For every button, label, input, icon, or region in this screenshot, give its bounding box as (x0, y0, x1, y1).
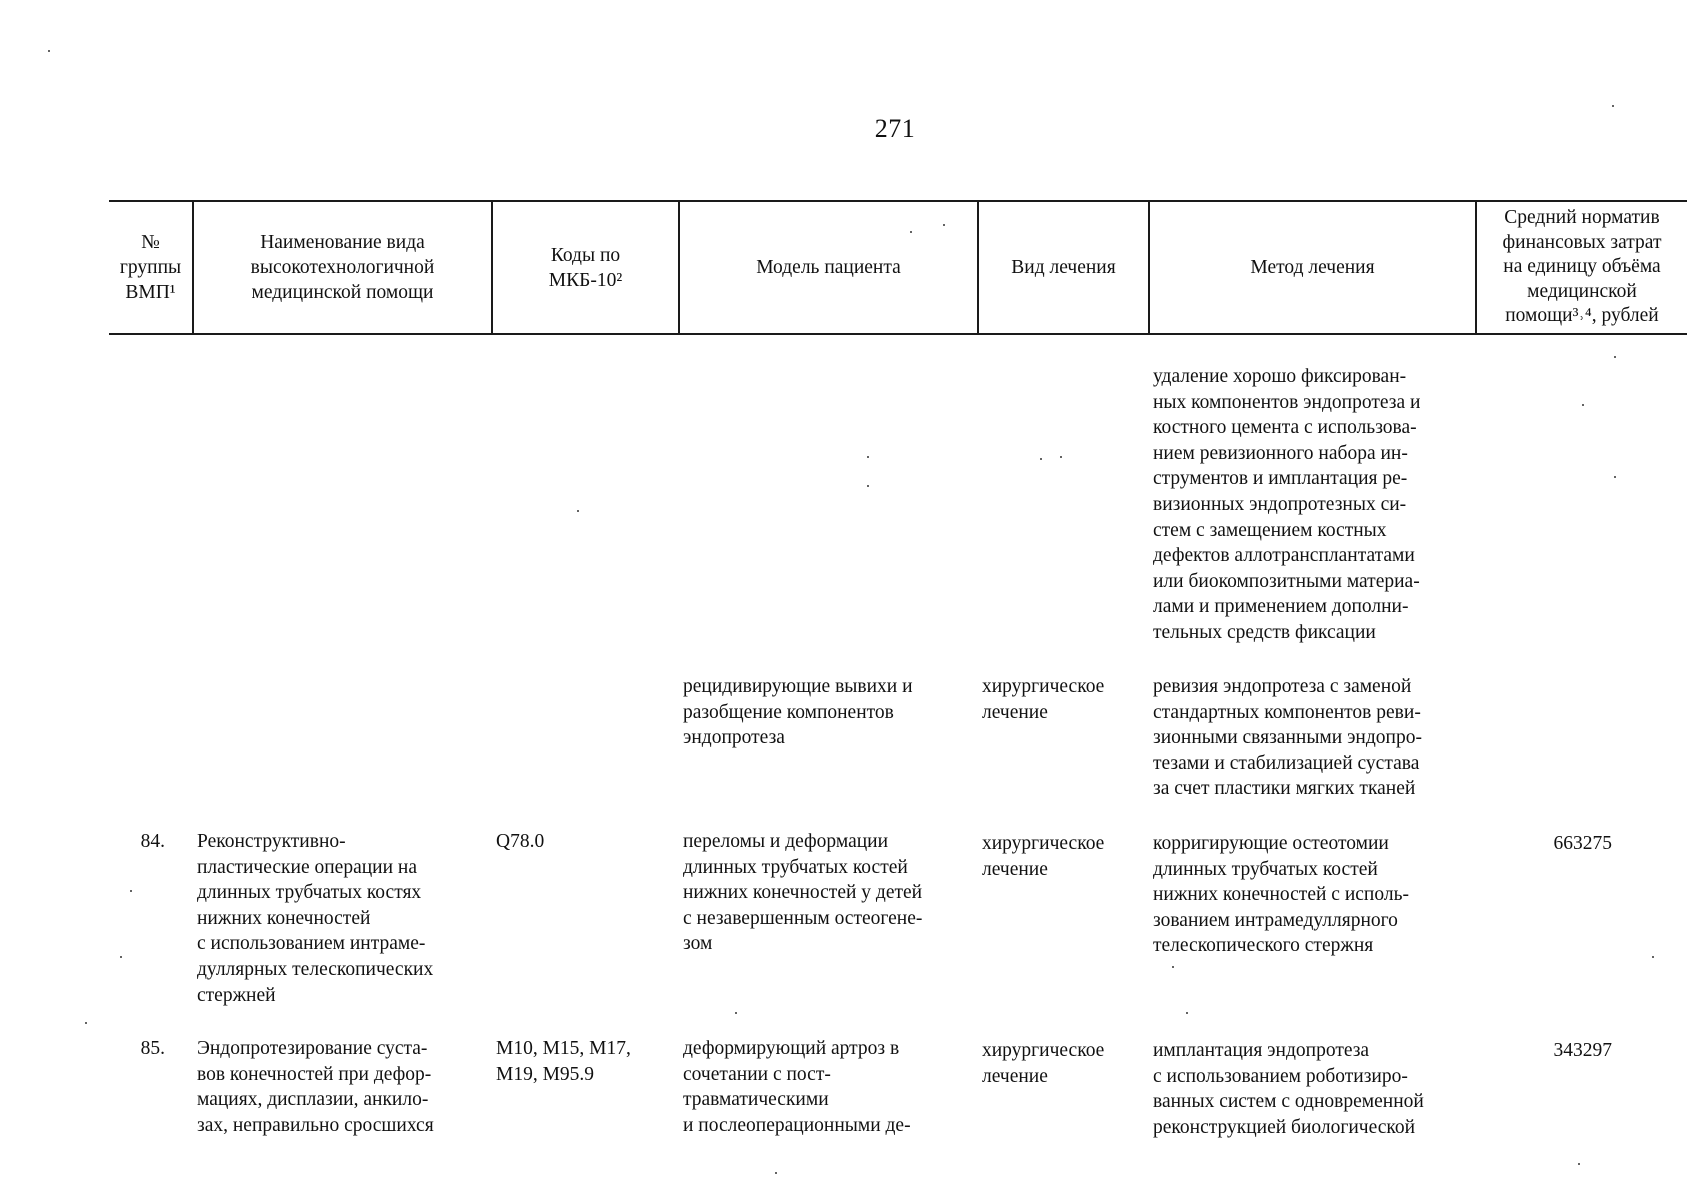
row-1-method: удаление хорошо фиксирован- ных компонентов эндопротеза и костного цемента с использова- нием ревизионного набора ин- струментов и имплантация ре- визионных эндопротезных си- стем с замещением костных дефектов аллотрансплантатами или биокомпозитными материа- лами и применением дополни- тельных средств фиксации (1153, 366, 1421, 643)
header-treatment-method-text: Метод лечения (1250, 257, 1375, 278)
header-cost-norm (1477, 202, 1687, 333)
scan-speck (1614, 356, 1616, 358)
header-patient-model (680, 202, 977, 333)
scan-speck (1652, 956, 1654, 958)
page-number: 271 (874, 114, 916, 143)
scan-speck (577, 510, 579, 512)
row-84-number: 84. (140, 831, 165, 852)
row-85-patient-model: деформирующий артроз в сочетании с пост- травматическими и послеоперационными де- (683, 1038, 911, 1136)
scan-speck (1186, 1012, 1188, 1014)
scan-speck (910, 231, 912, 233)
scan-speck (867, 456, 869, 458)
scan-speck (130, 890, 132, 892)
row-85-icd-codes: M10, M15, M17, M19, M95.9 (496, 1038, 631, 1085)
header-group-number-text: № группы ВМП¹ (119, 232, 182, 303)
scan-speck (867, 485, 869, 487)
header-care-name-text: Наименование вида высокотехнологичной медицинской помощи (250, 232, 435, 303)
scan-speck (1040, 458, 1042, 460)
header-treatment-method (1150, 202, 1475, 333)
row-84-method: корригирующие остеотомии длинных трубчатых костей нижних конечностей с исполь- зованием интрамедуллярного телескопического стержня (1153, 833, 1409, 957)
scan-speck (775, 1172, 777, 1174)
row-84-icd-codes: Q78.0 (496, 831, 545, 852)
header-group-number (109, 202, 192, 333)
scan-speck (48, 50, 50, 52)
row-84-cost: 663275 (1553, 833, 1612, 854)
row-85-cost: 343297 (1553, 1040, 1612, 1061)
scan-speck (1582, 404, 1584, 406)
header-care-name (194, 202, 491, 333)
row-85-treatment-type: хирургическое лечение (982, 1040, 1105, 1087)
scan-speck (1614, 476, 1616, 478)
scan-speck (735, 1012, 737, 1014)
header-icd-codes-text: Коды по МКБ-10² (548, 244, 623, 291)
scan-speck (943, 224, 945, 226)
header-icd-codes (493, 202, 678, 333)
scan-speck (1172, 966, 1174, 968)
row-2-patient-model: рецидивирующие вывихи и разобщение компонентов эндопротеза (683, 676, 913, 749)
scan-speck (1060, 456, 1062, 458)
header-patient-model-text: Модель пациента (756, 257, 901, 278)
scan-speck (85, 1022, 87, 1024)
table-header-bottom-rule (109, 333, 1687, 335)
row-84-patient-model: переломы и деформации длинных трубчатых костей нижних конечностей у детей с незавершенным остеогене- зом (683, 831, 923, 955)
scan-speck (1578, 1163, 1580, 1165)
header-treatment-type-text: Вид лечения (1011, 257, 1116, 278)
row-84-treatment-type: хирургическое лечение (982, 833, 1105, 880)
row-85-method: имплантация эндопротеза с использованием роботизиро- ванных систем с одновременной реконструкцией биологической (1153, 1040, 1424, 1138)
header-treatment-type (979, 202, 1148, 333)
scan-speck (1612, 105, 1614, 107)
row-84-care-name: Реконструктивно- пластические операции на длинных трубчатых костях нижних конечностей с использованием интраме- дуллярных телескопических стержней (197, 831, 434, 1006)
row-85-number: 85. (140, 1038, 165, 1059)
row-2-treatment-type: хирургическое лечение (982, 676, 1105, 723)
row-85-care-name: Эндопротезирование суста- вов конечностей при дефор- мациях, дисплазии, анкило- зах, неправильно сросшихся (197, 1038, 434, 1136)
scan-speck (120, 956, 122, 958)
row-2-method: ревизия эндопротеза с заменой стандартных компонентов реви- зионными связанными эндопро- тезами и стабилизацией сустава за счет пластики мягких тканей (1153, 676, 1422, 800)
header-cost-norm-text: Средний норматив финансовых затрат на единицу объёма медицинской помощи³˒⁴, рублей (1502, 207, 1662, 327)
